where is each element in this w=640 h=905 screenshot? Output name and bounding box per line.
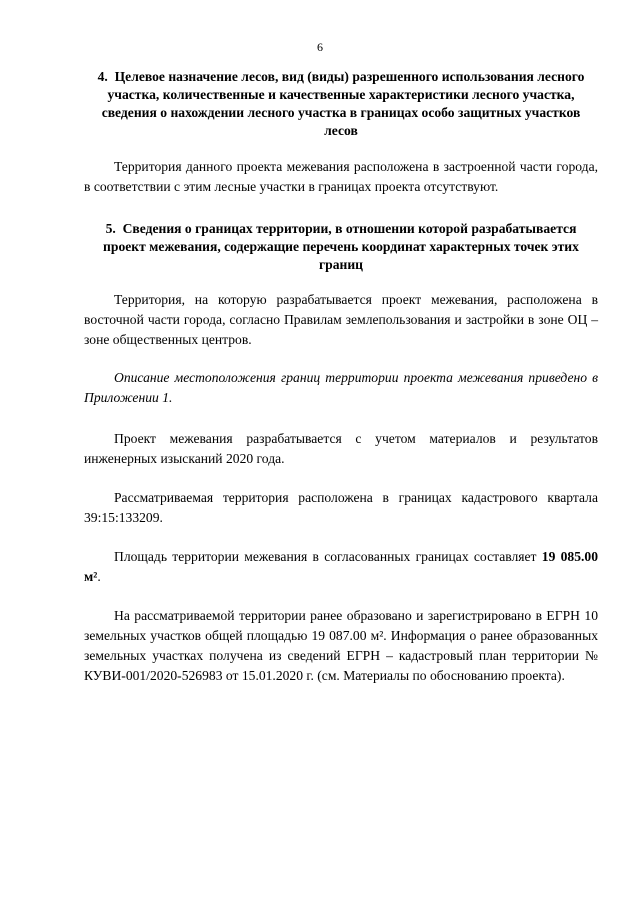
cadastral-quarter-paragraph: Рассматриваемая территория расположена в границах кадастрового квартала 39:15:133209. (84, 490, 598, 525)
section-5-heading-text: Сведения о границах территории, в отношении которой разрабатывается проект межевания, содержащие перечень координат характерных точек этих границ (103, 221, 579, 272)
boundary-description-paragraph: Описание местоположения границ территории проекта межевания приведено в Приложении 1. (84, 370, 598, 405)
egrn-paragraph: На рассматриваемой территории ранее образовано и зарегистрировано в ЕГРН 10 земельных участков общей площадью 19 087.00 м². Информация о ранее образованных земельных участках получена из сведений ЕГРН – кадастровый план территории № КУВИ-001/2020-526983 от 15.01.2020 г. (см. Материалы по обоснованию проекта). (84, 608, 598, 683)
section-5-heading (84, 220, 598, 274)
section-4-heading-text: Целевое назначение лесов, вид (виды) разрешенного использования лесного участка, количественные и качественные характеристики лесного участка, сведения о нахождении лесного участка в границах особо защитных участков лесов (101, 69, 585, 138)
section-4-heading (84, 68, 598, 140)
area-paragraph (84, 547, 598, 587)
area-value: 19 085.00 м² (84, 549, 599, 584)
area-paragraph-text: Площадь территории межевания в согласованных границах составляет (114, 549, 542, 564)
section-5-number: 5. (105, 221, 116, 236)
area-paragraph-end: . (97, 569, 101, 584)
document-body (84, 68, 598, 686)
section-4-number: 4. (97, 69, 108, 84)
survey-materials-paragraph: Проект межевания разрабатывается с учетом материалов и результатов инженерных изысканий 2020 года. (84, 431, 598, 466)
territory-paragraph: Территория, на которую разрабатывается проект межевания, расположена в восточной части города, согласно Правилам землепользования и застройки в зоне ОЦ – зоне общественных центров. (84, 292, 598, 347)
page-number: 6 (317, 40, 323, 54)
section-4-paragraph: Территория данного проекта межевания расположена в застроенной части города, в соответствии с этим лесные участки в границах проекта отсутствуют. (84, 159, 598, 194)
